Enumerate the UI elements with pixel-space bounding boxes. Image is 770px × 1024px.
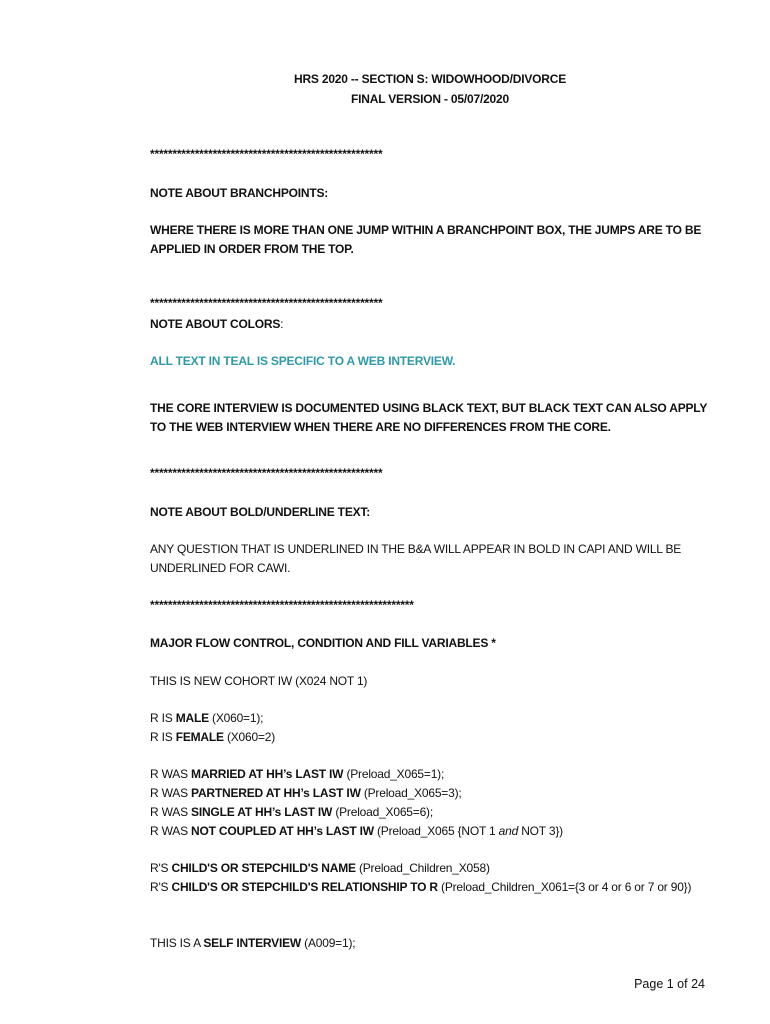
separator-long: *********************************************************** [150,598,414,612]
colors-heading-colon: : [280,317,284,331]
text-bold: PARTNERED AT HH’s LAST IW [191,786,361,800]
partnered-line [150,784,710,803]
text-post: (Preload_Children_X061={3 or 4 or 6 or 7 or 90}) [437,880,692,894]
bold-underline-heading: NOTE ABOUT BOLD/UNDERLINE TEXT: [150,505,371,519]
text-bold: MALE [175,711,209,725]
core-note: THE CORE INTERVIEW IS DOCUMENTED USING BLACK TEXT, BUT BLACK TEXT CAN ALSO APPLY TO THE WEB INTERVIEW WHEN THERE ARE NO DIFFERENCES FROM THE CORE. [150,401,707,434]
text-post: (Preload_Children_X058) [355,861,490,875]
new-cohort-line: THIS IS NEW COHORT IW (X024 NOT 1) [150,674,368,688]
text-italic: and [498,824,519,838]
text-pre: THIS IS A [150,936,204,950]
bold-underline-body: ANY QUESTION THAT IS UNDERLINED IN THE B&A WILL APPEAR IN BOLD IN CAPI AND WILL BE UNDERLINED FOR CAWI. [150,542,682,575]
text-post: (Preload_X065=6); [332,805,433,819]
text-bold: FEMALE [175,730,224,744]
branchpoints-body: WHERE THERE IS MORE THAN ONE JUMP WITHIN A BRANCHPOINT BOX, THE JUMPS ARE TO BE APPLIED IN ORDER FROM THE TOP. [150,223,702,256]
branchpoints-heading: NOTE ABOUT BRANCHPOINTS: [150,186,329,200]
self-interview-line [150,934,710,953]
colors-heading-line [150,315,710,334]
doc-title-line2: FINAL VERSION - 05/07/2020 [351,92,509,106]
text-post2: NOT 3}) [518,824,563,838]
child-relationship-line [150,878,710,897]
separator: **************************************************** [150,466,383,480]
teal-note: ALL TEXT IN TEAL IS SPECIFIC TO A WEB INTERVIEW. [150,354,456,368]
text-bold: SINGLE AT HH’s LAST IW [191,805,333,819]
text-post: (X060=1); [208,711,264,725]
text-post: (A009=1); [301,936,356,950]
married-line [150,765,710,784]
text-pre: R WAS [150,824,192,838]
female-line [150,728,710,747]
text-post: (Preload_X065 {NOT 1 [373,824,499,838]
colors-heading: NOTE ABOUT COLORS [150,317,281,331]
separator: **************************************************** [150,296,383,310]
text-pre: R IS [150,711,176,725]
text-bold: NOT COUPLED AT HH’s LAST IW [191,824,374,838]
text-post: (Preload_X065=1); [343,767,445,781]
page-number: Page 1 of 24 [634,977,705,991]
child-name-line [150,859,710,878]
text-pre: R WAS [150,786,192,800]
text-bold: CHILD'S OR STEPCHILD'S RELATIONSHIP TO R [171,880,438,894]
text-pre: R'S [150,880,172,894]
doc-title-line1: HRS 2020 -- SECTION S: WIDOWHOOD/DIVORCE [293,72,567,86]
text-bold: SELF INTERVIEW [203,936,302,950]
text-pre: R WAS [150,767,192,781]
text-bold: CHILD'S OR STEPCHILD'S NAME [171,861,356,875]
flow-heading: MAJOR FLOW CONTROL, CONDITION AND FILL VARIABLES * [150,636,496,650]
text-pre: R'S [150,861,172,875]
not-coupled-line [150,822,710,841]
text-pre: R IS [150,730,176,744]
male-line [150,709,710,728]
text-post: (X060=2) [223,730,276,744]
text-post: (Preload_X065=3); [360,786,462,800]
text-bold: MARRIED AT HH’s LAST IW [191,767,344,781]
single-line [150,803,710,822]
separator: **************************************************** [150,147,383,161]
text-pre: R WAS [150,805,192,819]
